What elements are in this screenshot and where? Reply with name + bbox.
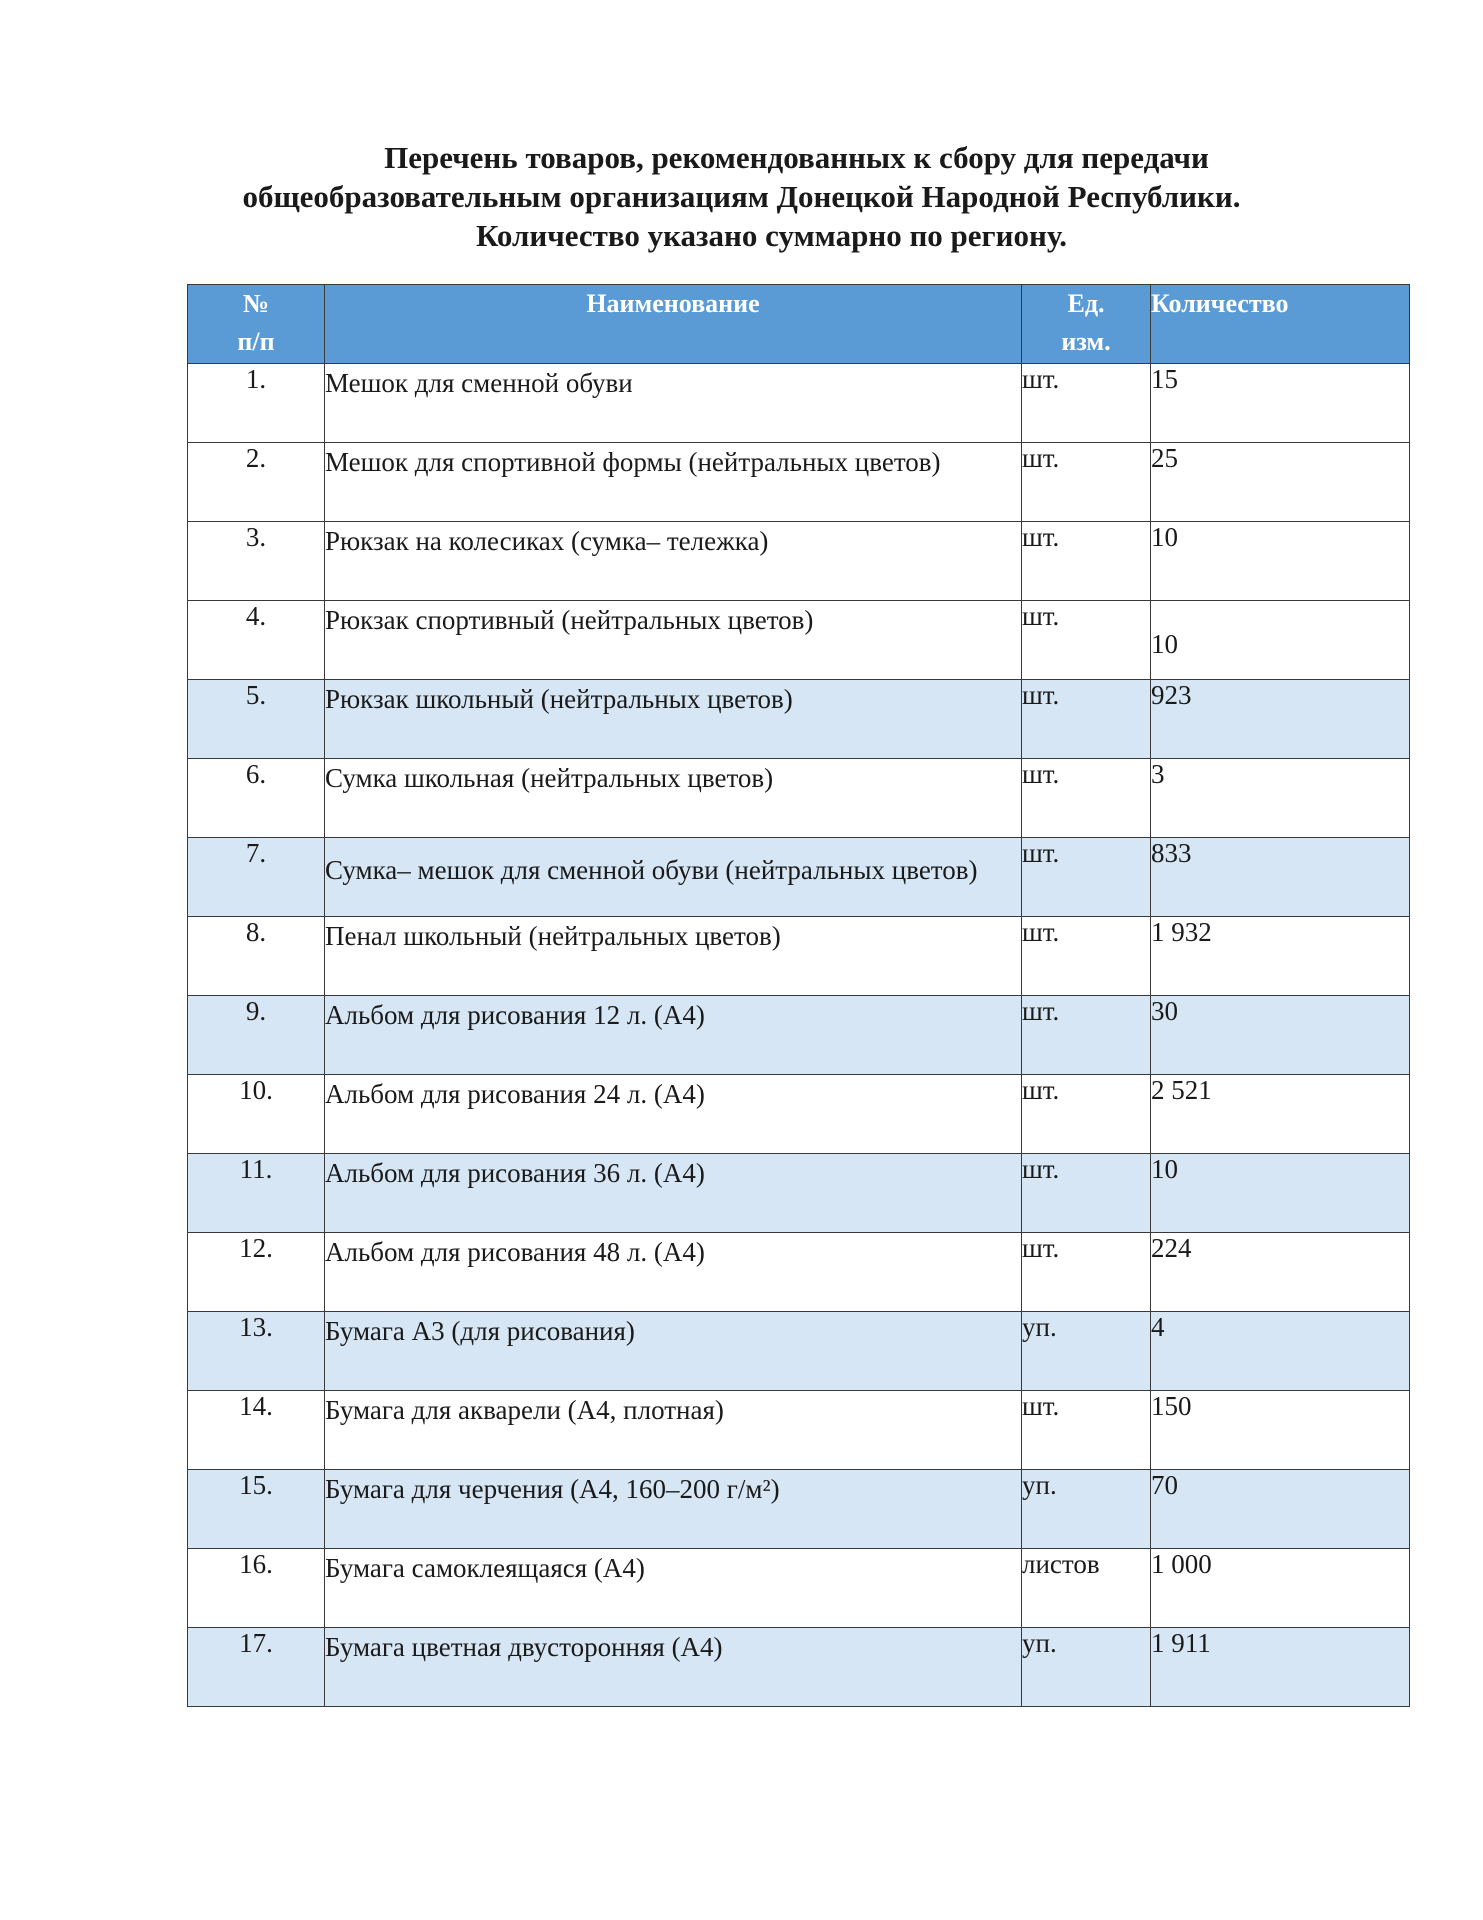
table-row bbox=[188, 1312, 1410, 1391]
header-unit bbox=[1022, 285, 1151, 364]
row-name: Альбом для рисования 36 л. (А4) bbox=[325, 1154, 1022, 1233]
header-quantity-label: Количество bbox=[1151, 289, 1289, 318]
row-number: 14. bbox=[188, 1391, 325, 1470]
row-unit: шт. bbox=[1022, 1075, 1151, 1154]
row-name: Альбом для рисования 24 л. (А4) bbox=[325, 1075, 1022, 1154]
row-quantity: 1 911 bbox=[1151, 1628, 1410, 1707]
table-row bbox=[188, 1075, 1410, 1154]
header-unit-line-1: Ед. bbox=[1067, 289, 1105, 318]
row-number: 10. bbox=[188, 1075, 325, 1154]
row-name: Бумага цветная двусторонняя (А4) bbox=[325, 1628, 1022, 1707]
table-header-row bbox=[188, 285, 1410, 364]
table-row bbox=[188, 364, 1410, 443]
row-unit: листов bbox=[1022, 1549, 1151, 1628]
document-title bbox=[0, 138, 1483, 255]
row-name: Мешок для сменной обуви bbox=[325, 364, 1022, 443]
table-row bbox=[188, 680, 1410, 759]
row-unit: шт. bbox=[1022, 917, 1151, 996]
row-name: Бумага А3 (для рисования) bbox=[325, 1312, 1022, 1391]
row-unit: шт. bbox=[1022, 996, 1151, 1075]
row-number: 8. bbox=[188, 917, 325, 996]
row-number: 6. bbox=[188, 759, 325, 838]
row-quantity: 30 bbox=[1151, 996, 1410, 1075]
row-unit: шт. bbox=[1022, 1391, 1151, 1470]
row-unit: шт. bbox=[1022, 443, 1151, 522]
row-unit: уп. bbox=[1022, 1470, 1151, 1549]
row-number: 2. bbox=[188, 443, 325, 522]
row-unit: шт. bbox=[1022, 601, 1151, 680]
row-name: Бумага для черчения (А4, 160–200 г/м²) bbox=[325, 1470, 1022, 1549]
row-quantity: 224 bbox=[1151, 1233, 1410, 1312]
header-unit-line-2: изм. bbox=[1061, 327, 1111, 356]
row-number: 9. bbox=[188, 996, 325, 1075]
row-unit: шт. bbox=[1022, 364, 1151, 443]
row-name: Сумка– мешок для сменной обуви (нейтральных цветов) bbox=[325, 838, 1022, 917]
row-unit: уп. bbox=[1022, 1628, 1151, 1707]
table-row bbox=[188, 996, 1410, 1075]
table-row bbox=[188, 1233, 1410, 1312]
row-number: 11. bbox=[188, 1154, 325, 1233]
row-quantity: 1 932 bbox=[1151, 917, 1410, 996]
row-number: 12. bbox=[188, 1233, 325, 1312]
row-quantity: 25 bbox=[1151, 443, 1410, 522]
row-quantity: 15 bbox=[1151, 364, 1410, 443]
row-quantity: 2 521 bbox=[1151, 1075, 1410, 1154]
row-name: Сумка школьная (нейтральных цветов) bbox=[325, 759, 1022, 838]
row-unit: шт. bbox=[1022, 522, 1151, 601]
row-unit: шт. bbox=[1022, 1233, 1151, 1312]
row-number: 7. bbox=[188, 838, 325, 917]
header-name bbox=[325, 285, 1022, 364]
row-number: 5. bbox=[188, 680, 325, 759]
table-row bbox=[188, 1628, 1410, 1707]
table-row bbox=[188, 443, 1410, 522]
title-line-1: Перечень товаров, рекомендованных к сбору для передачи bbox=[384, 140, 1209, 175]
row-name: Пенал школьный (нейтральных цветов) bbox=[325, 917, 1022, 996]
row-number: 1. bbox=[188, 364, 325, 443]
row-number: 13. bbox=[188, 1312, 325, 1391]
row-unit: шт. bbox=[1022, 680, 1151, 759]
table-row bbox=[188, 917, 1410, 996]
table-row bbox=[188, 759, 1410, 838]
table-row bbox=[188, 1549, 1410, 1628]
table-row bbox=[188, 522, 1410, 601]
table-row bbox=[188, 1470, 1410, 1549]
row-name: Рюкзак школьный (нейтральных цветов) bbox=[325, 680, 1022, 759]
row-name: Альбом для рисования 48 л. (А4) bbox=[325, 1233, 1022, 1312]
table-row bbox=[188, 601, 1410, 680]
row-quantity: 10 bbox=[1151, 1154, 1410, 1233]
header-number-line-1: № bbox=[242, 289, 270, 318]
goods-table bbox=[187, 284, 1410, 1707]
row-unit: шт. bbox=[1022, 1154, 1151, 1233]
table-row bbox=[188, 1391, 1410, 1470]
header-name-label: Наименование bbox=[586, 289, 760, 318]
row-quantity: 70 bbox=[1151, 1470, 1410, 1549]
header-number bbox=[188, 285, 325, 364]
table-row bbox=[188, 1154, 1410, 1233]
title-line-3: Количество указано суммарно по региону. bbox=[476, 218, 1067, 253]
row-name: Мешок для спортивной формы (нейтральных цветов) bbox=[325, 443, 1022, 522]
row-number: 17. bbox=[188, 1628, 325, 1707]
row-number: 15. bbox=[188, 1470, 325, 1549]
row-quantity: 833 bbox=[1151, 838, 1410, 917]
row-name: Альбом для рисования 12 л. (А4) bbox=[325, 996, 1022, 1075]
row-quantity: 1 000 bbox=[1151, 1549, 1410, 1628]
row-quantity: 10 bbox=[1151, 601, 1410, 680]
row-unit: шт. bbox=[1022, 759, 1151, 838]
row-number: 16. bbox=[188, 1549, 325, 1628]
row-quantity: 10 bbox=[1151, 522, 1410, 601]
row-unit: уп. bbox=[1022, 1312, 1151, 1391]
row-name: Бумага самоклеящаяся (А4) bbox=[325, 1549, 1022, 1628]
row-quantity: 3 bbox=[1151, 759, 1410, 838]
row-quantity: 4 bbox=[1151, 1312, 1410, 1391]
header-number-line-2: п/п bbox=[237, 327, 275, 356]
row-number: 4. bbox=[188, 601, 325, 680]
row-name: Рюкзак на колесиках (сумка– тележка) bbox=[325, 522, 1022, 601]
table-row bbox=[188, 838, 1410, 917]
row-quantity: 150 bbox=[1151, 1391, 1410, 1470]
row-name: Рюкзак спортивный (нейтральных цветов) bbox=[325, 601, 1022, 680]
header-quantity bbox=[1151, 285, 1410, 364]
row-quantity: 923 bbox=[1151, 680, 1410, 759]
row-number: 3. bbox=[188, 522, 325, 601]
row-unit: шт. bbox=[1022, 838, 1151, 917]
row-name: Бумага для акварели (А4, плотная) bbox=[325, 1391, 1022, 1470]
title-line-2: общеобразовательным организациям Донецкой Народной Республики. bbox=[242, 179, 1241, 214]
